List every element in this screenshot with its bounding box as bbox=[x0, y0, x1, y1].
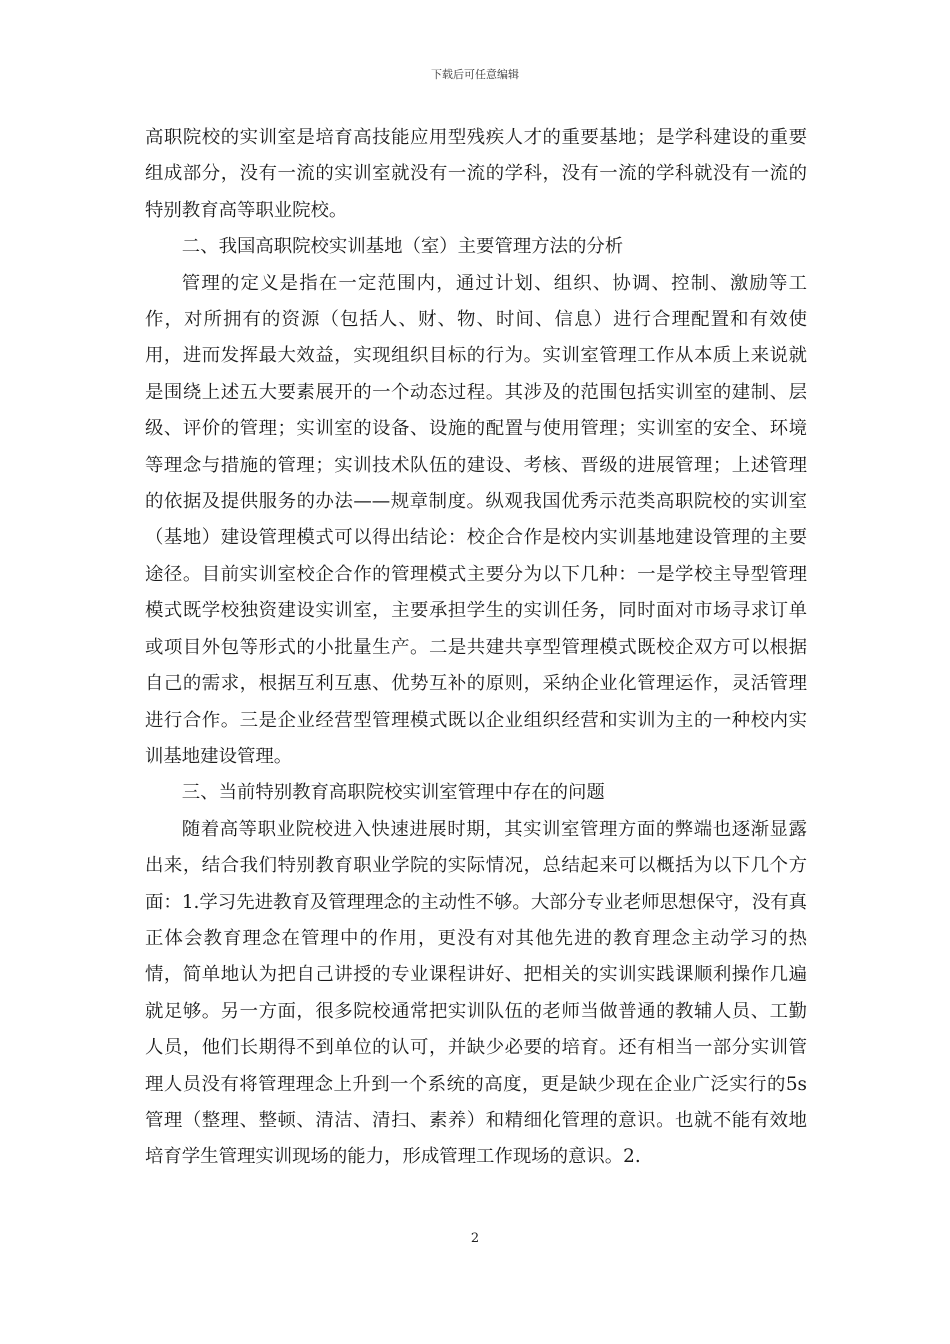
paragraph-continuation: 高职院校的实训室是培育高技能应用型残疾人才的重要基地；是学科建设的重要组成部分，没有一流的实训室就没有一流的学科，没有一流的学科就没有一流的特别教育高等职业院校。 bbox=[145, 127, 807, 221]
paragraph-management-methods: 管理的定义是指在一定范围内，通过计划、组织、协调、控制、激励等工作，对所拥有的资源（包括人、财、物、时间、信息）进行合理配置和有效使用，进而发挥最大效益，实现组织目标的行为。实训室管理工作从本质上来说就是围绕上述五大要素展开的一个动态过程。其涉及的范围包括实训室的建制、层级、评价的管理；实训室的设备、设施的配置与使用管理；实训室的安全、环境等理念与措施的管理；实训技术队伍的建设、考核、晋级的进展管理；上述管理的依据及提供服务的办法——规章制度。纵观我国优秀示范类高职院校的实训室（基地）建设管理模式可以得出结论：校企合作是校内实训基地建设管理的主要途径。目前实训室校企合作的管理模式主要分为以下几种：一是学校主导型管理模式既学校独资建设实训室，主要承担学生的实训任务，同时面对市场寻求订单或项目外包等形式的小批量生产。二是共建共享型管理模式既校企双方可以根据自己的需求，根据互利互惠、优势互补的原则，采纳企业化管理运作，灵活管理进行合作。三是企业经营型管理模式既以企业组织经营和实训为主的一种校内实训基地建设管理。 bbox=[145, 272, 807, 767]
page-number: 2 bbox=[470, 1231, 480, 1246]
paragraph-current-problems: 随着高等职业院校进入快速进展时期，其实训室管理方面的弊端也逐渐显露出来，结合我们特别教育职业学院的实际情况，总结起来可以概括为以下几个方面：1.学习先进教育及管理理念的主动性不够。大部分专业老师思想保守，没有真正体会教育理念在管理中的作用，更没有对其他先进的教育理念主动学习的热情，简单地认为把自己讲授的专业课程讲好、把相关的实训实践课顺利操作几遍就足够。另一方面，很多院校通常把实训队伍的老师当做普通的教辅人员、工勤人员，他们长期得不到单位的认可，并缺少必要的培育。还有相当一部分实训管理人员没有将管理理念上升到一个系统的高度，更是缺少现在企业广泛实行的5s管理（整理、整顿、清洁、清扫、素养）和精细化管理的意识。也就不能有效地培育学生管理实训现场的能力，形成管理工作现场的意识。2. bbox=[145, 818, 807, 1168]
document-body bbox=[145, 120, 807, 1176]
section-heading-2: 二、我国高职院校实训基地（室）主要管理方法的分析 bbox=[181, 236, 624, 258]
page-header-note: 下载后可任意编辑 bbox=[431, 68, 519, 81]
section-heading-3: 三、当前特别教育高职院校实训室管理中存在的问题 bbox=[181, 782, 605, 804]
